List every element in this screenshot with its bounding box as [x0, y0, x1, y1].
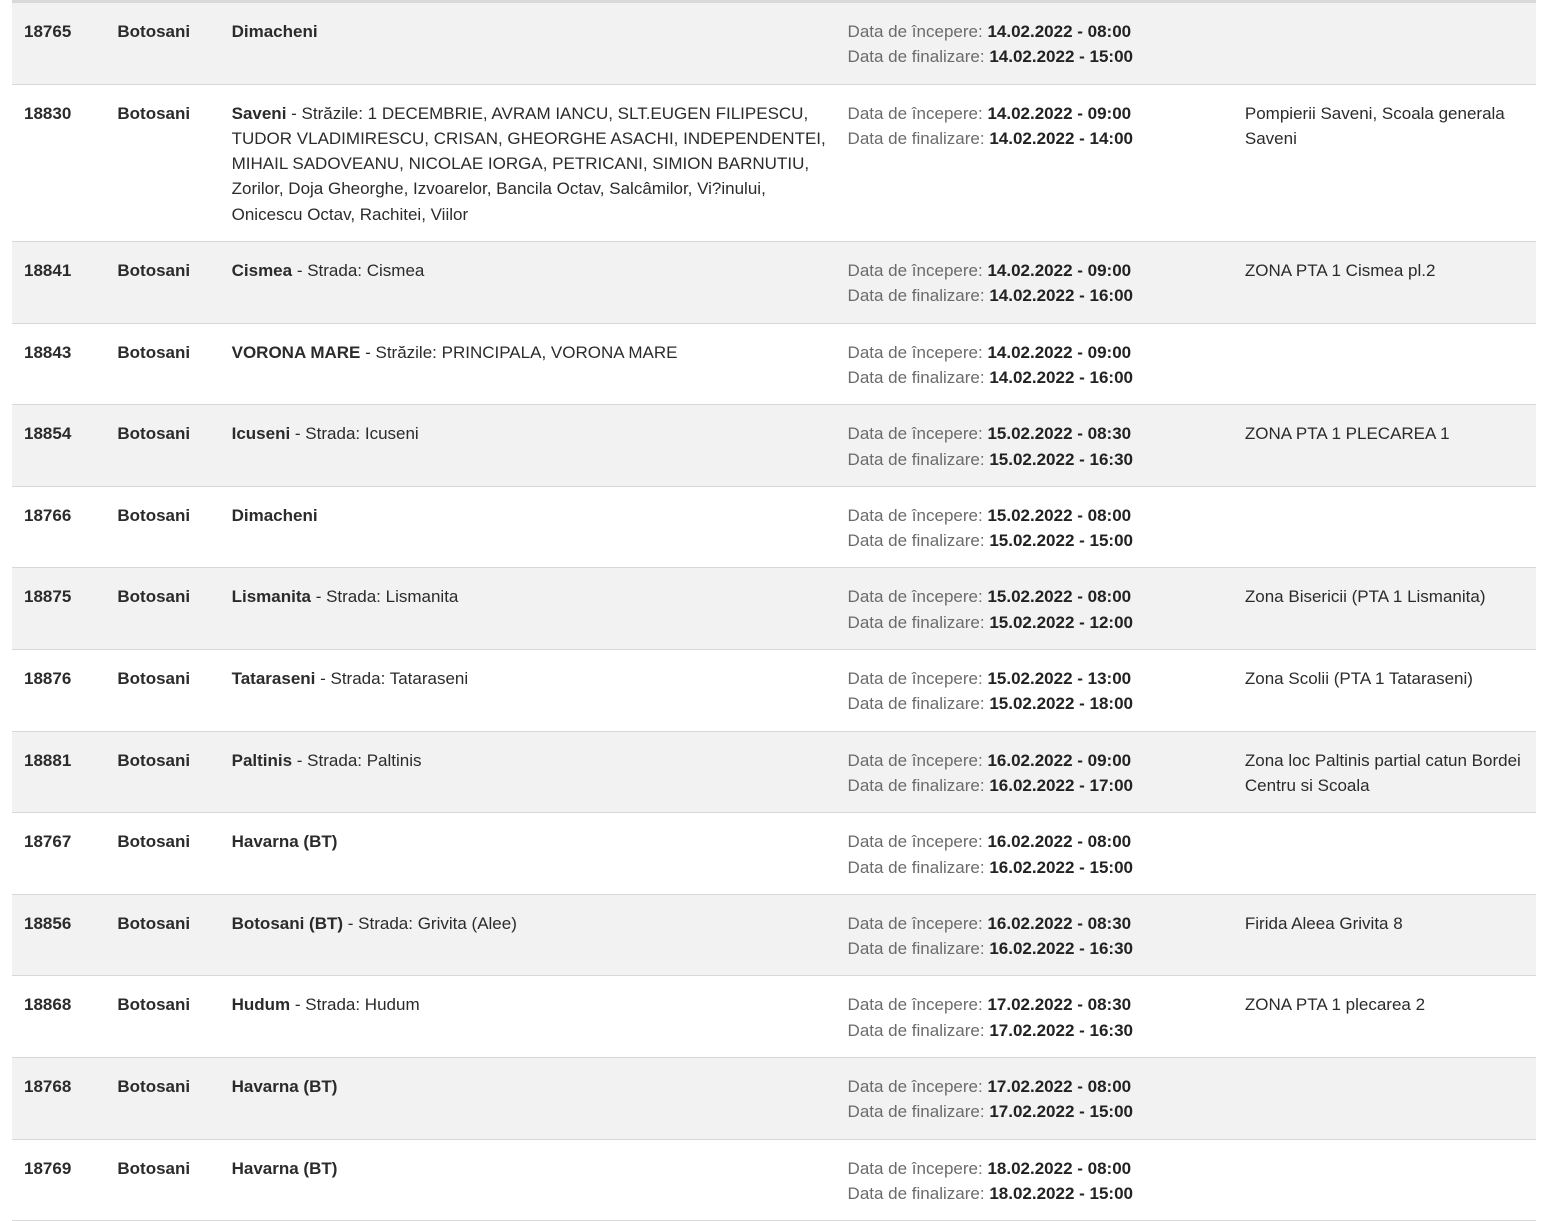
table-row [12, 650, 1536, 732]
county: Botosani [117, 342, 191, 362]
end-line [848, 1018, 1245, 1043]
end-line [848, 1181, 1245, 1206]
outage-id: 18876 [24, 669, 72, 689]
table-row [12, 324, 1536, 406]
end-label: Data de finalizare: [847, 1102, 985, 1122]
end-datetime: 16.02.2022 - 15:00 [989, 857, 1133, 877]
county: Botosani [117, 832, 191, 852]
locality: Botosani (BT) [231, 913, 344, 933]
end-label: Data de finalizare: [847, 47, 985, 67]
streets: - Străzile: 1 DECEMBRIE, AVRAM IANCU, SLT.EUGEN FILIPESCU, TUDOR VLADIMIRESCU, CRISAN, GHEORGHE ASACHI, INDEPENDENTEI, MIHAIL SADOVEANU, NICOLAE IORGA, PETRICANI, SIMION BARNUTIU, Zorilor, Doja Gheorghe, Izvoarelor, Bancila Octav, Salcâmilor, Vi?inului, Onicescu Octav, Rachitei, Viilor [231, 103, 826, 224]
end-label: Data de finalizare: [847, 694, 985, 714]
end-line [848, 610, 1245, 635]
start-line [848, 992, 1245, 1017]
affected-zone: Pompierii Saveni, Scoala generala Saveni [1244, 103, 1505, 148]
county: Botosani [117, 22, 191, 41]
county: Botosani [117, 913, 191, 933]
start-datetime: 14.02.2022 - 09:00 [987, 261, 1132, 281]
end-label: Data de finalizare: [847, 286, 985, 306]
end-datetime: 15.02.2022 - 16:30 [989, 449, 1133, 469]
end-datetime: 14.02.2022 - 14:00 [989, 128, 1133, 148]
affected-zone: ZONA PTA 1 PLECAREA 1 [1244, 424, 1450, 444]
county: Botosani [117, 750, 191, 770]
end-line [848, 365, 1245, 390]
start-datetime: 17.02.2022 - 08:00 [987, 1077, 1132, 1097]
end-line [848, 44, 1245, 69]
table-row [12, 242, 1536, 324]
end-label: Data de finalizare: [847, 367, 985, 387]
table-row [12, 732, 1536, 814]
end-label: Data de finalizare: [847, 449, 985, 469]
location [232, 503, 848, 528]
outage-id: 18769 [24, 1158, 72, 1178]
start-line [848, 421, 1245, 446]
start-label: Data de începere: [847, 1077, 983, 1097]
outage-id: 18875 [24, 587, 72, 607]
end-label: Data de finalizare: [847, 775, 985, 795]
start-line [848, 19, 1245, 44]
schedule [848, 101, 1245, 152]
start-label: Data de începere: [847, 22, 983, 41]
outage-table [12, 0, 1536, 1221]
end-datetime: 16.02.2022 - 17:00 [989, 775, 1133, 795]
start-line [848, 829, 1245, 854]
start-label: Data de începere: [847, 750, 983, 770]
county: Botosani [117, 1158, 191, 1178]
schedule [848, 19, 1245, 70]
outage-id: 18766 [24, 505, 72, 525]
end-label: Data de finalizare: [847, 612, 985, 632]
outage-id: 18856 [24, 913, 72, 933]
end-datetime: 15.02.2022 - 12:00 [989, 612, 1133, 632]
schedule [848, 421, 1245, 472]
schedule [848, 1156, 1245, 1207]
start-label: Data de începere: [847, 103, 983, 123]
location [232, 258, 848, 283]
table-row [12, 976, 1536, 1058]
outage-id: 18868 [24, 995, 72, 1015]
affected-zone: ZONA PTA 1 plecarea 2 [1244, 995, 1426, 1015]
county: Botosani [117, 261, 191, 281]
end-datetime: 14.02.2022 - 15:00 [989, 47, 1133, 67]
start-line [848, 748, 1245, 773]
location [232, 1156, 848, 1181]
schedule [848, 258, 1245, 309]
outage-id: 18767 [24, 832, 72, 852]
end-datetime: 18.02.2022 - 15:00 [989, 1183, 1133, 1203]
location [232, 992, 848, 1017]
end-line [848, 447, 1245, 472]
affected-zone: Zona Bisericii (PTA 1 Lismanita) [1244, 587, 1486, 607]
locality: Cismea [231, 261, 293, 281]
end-label: Data de finalizare: [847, 1020, 985, 1040]
end-datetime: 17.02.2022 - 15:00 [989, 1102, 1133, 1122]
table-row [12, 813, 1536, 895]
end-label: Data de finalizare: [847, 531, 985, 551]
start-datetime: 15.02.2022 - 08:00 [987, 505, 1132, 525]
affected-zone: Firida Aleea Grivita 8 [1244, 913, 1403, 933]
start-line [848, 258, 1245, 283]
start-datetime: 18.02.2022 - 08:00 [987, 1158, 1132, 1178]
schedule [848, 911, 1245, 962]
locality: Havarna (BT) [231, 1158, 338, 1178]
start-label: Data de începere: [847, 1158, 983, 1178]
locality: Icuseni [231, 424, 291, 444]
location [232, 340, 848, 365]
table-row [12, 487, 1536, 569]
locality: Saveni [231, 103, 287, 123]
end-datetime: 14.02.2022 - 16:00 [989, 367, 1133, 387]
affected-zone: Zona Scolii (PTA 1 Tataraseni) [1244, 669, 1473, 689]
start-line [848, 666, 1245, 691]
start-line [848, 101, 1245, 126]
county: Botosani [117, 103, 191, 123]
streets: - Străzile: PRINCIPALA, VORONA MARE [360, 342, 678, 362]
outage-id: 18768 [24, 1077, 72, 1097]
start-datetime: 15.02.2022 - 13:00 [987, 669, 1132, 689]
outage-id: 18765 [24, 22, 72, 41]
schedule [848, 1074, 1245, 1125]
start-datetime: 15.02.2022 - 08:30 [987, 424, 1132, 444]
start-label: Data de începere: [847, 669, 983, 689]
end-line [848, 936, 1245, 961]
locality: Dimacheni [231, 505, 318, 525]
locality: Paltinis [231, 750, 293, 770]
start-datetime: 14.02.2022 - 09:00 [987, 342, 1132, 362]
schedule [848, 748, 1245, 799]
start-line [848, 1074, 1245, 1099]
location [232, 19, 848, 44]
schedule [848, 503, 1245, 554]
affected-zone: ZONA PTA 1 Cismea pl.2 [1244, 261, 1436, 281]
streets: - Strada: Cismea [292, 261, 425, 281]
start-datetime: 17.02.2022 - 08:30 [987, 995, 1132, 1015]
table-row [12, 405, 1536, 487]
end-datetime: 15.02.2022 - 15:00 [989, 531, 1133, 551]
start-label: Data de începere: [847, 995, 983, 1015]
county: Botosani [117, 995, 191, 1015]
start-datetime: 14.02.2022 - 08:00 [987, 22, 1132, 41]
end-datetime: 15.02.2022 - 18:00 [989, 694, 1133, 714]
end-line [848, 773, 1245, 798]
county: Botosani [117, 505, 191, 525]
affected-zone: Zona loc Paltinis partial catun Bordei Centru si Scoala [1244, 750, 1521, 795]
locality: Tataraseni [231, 669, 316, 689]
locality: Havarna (BT) [231, 1077, 338, 1097]
locality: Havarna (BT) [231, 832, 338, 852]
end-datetime: 16.02.2022 - 16:30 [989, 939, 1133, 959]
start-label: Data de începere: [847, 587, 983, 607]
location [232, 666, 848, 691]
end-label: Data de finalizare: [847, 857, 985, 877]
streets: - Strada: Paltinis [292, 750, 422, 770]
location [232, 101, 848, 227]
schedule [848, 829, 1245, 880]
start-datetime: 15.02.2022 - 08:00 [987, 587, 1132, 607]
streets: - Strada: Tataraseni [315, 669, 469, 689]
end-line [848, 855, 1245, 880]
start-line [848, 503, 1245, 528]
start-label: Data de începere: [847, 505, 983, 525]
location [232, 421, 848, 446]
end-line [848, 126, 1245, 151]
start-label: Data de începere: [847, 261, 983, 281]
end-line [848, 528, 1245, 553]
locality: VORONA MARE [231, 342, 361, 362]
location [232, 1074, 848, 1099]
locality: Hudum [231, 995, 291, 1015]
end-line [848, 691, 1245, 716]
schedule [848, 992, 1245, 1043]
end-line [848, 283, 1245, 308]
start-label: Data de începere: [847, 832, 983, 852]
start-label: Data de începere: [847, 424, 983, 444]
end-datetime: 14.02.2022 - 16:00 [989, 286, 1133, 306]
start-datetime: 16.02.2022 - 08:30 [987, 913, 1132, 933]
start-label: Data de începere: [847, 342, 983, 362]
table-row [12, 895, 1536, 977]
schedule [848, 584, 1245, 635]
county: Botosani [117, 669, 191, 689]
outage-id: 18830 [24, 103, 72, 123]
county: Botosani [117, 1077, 191, 1097]
county: Botosani [117, 587, 191, 607]
end-label: Data de finalizare: [847, 128, 985, 148]
table-row [12, 1058, 1536, 1140]
location [232, 748, 848, 773]
start-label: Data de începere: [847, 913, 983, 933]
location [232, 829, 848, 854]
start-datetime: 16.02.2022 - 09:00 [987, 750, 1132, 770]
streets: - Strada: Hudum [290, 995, 420, 1015]
end-label: Data de finalizare: [847, 939, 985, 959]
table-row [12, 3, 1536, 85]
locality: Dimacheni [231, 22, 318, 41]
streets: - Strada: Grivita (Alee) [343, 913, 517, 933]
outage-id: 18881 [24, 750, 72, 770]
start-datetime: 14.02.2022 - 09:00 [987, 103, 1132, 123]
schedule [848, 340, 1245, 391]
table-row [12, 568, 1536, 650]
start-datetime: 16.02.2022 - 08:00 [987, 832, 1132, 852]
locality: Lismanita [231, 587, 311, 607]
location [232, 911, 848, 936]
table-row [12, 1140, 1536, 1221]
outage-id: 18843 [24, 342, 72, 362]
streets: - Strada: Icuseni [290, 424, 419, 444]
schedule [848, 666, 1245, 717]
start-line [848, 911, 1245, 936]
end-label: Data de finalizare: [847, 1183, 985, 1203]
start-line [848, 340, 1245, 365]
end-datetime: 17.02.2022 - 16:30 [989, 1020, 1133, 1040]
outage-id: 18854 [24, 424, 72, 444]
outage-id: 18841 [24, 261, 72, 281]
start-line [848, 1156, 1245, 1181]
table-row [12, 85, 1536, 242]
start-line [848, 584, 1245, 609]
streets: - Strada: Lismanita [310, 587, 459, 607]
location [232, 584, 848, 609]
county: Botosani [117, 424, 191, 444]
